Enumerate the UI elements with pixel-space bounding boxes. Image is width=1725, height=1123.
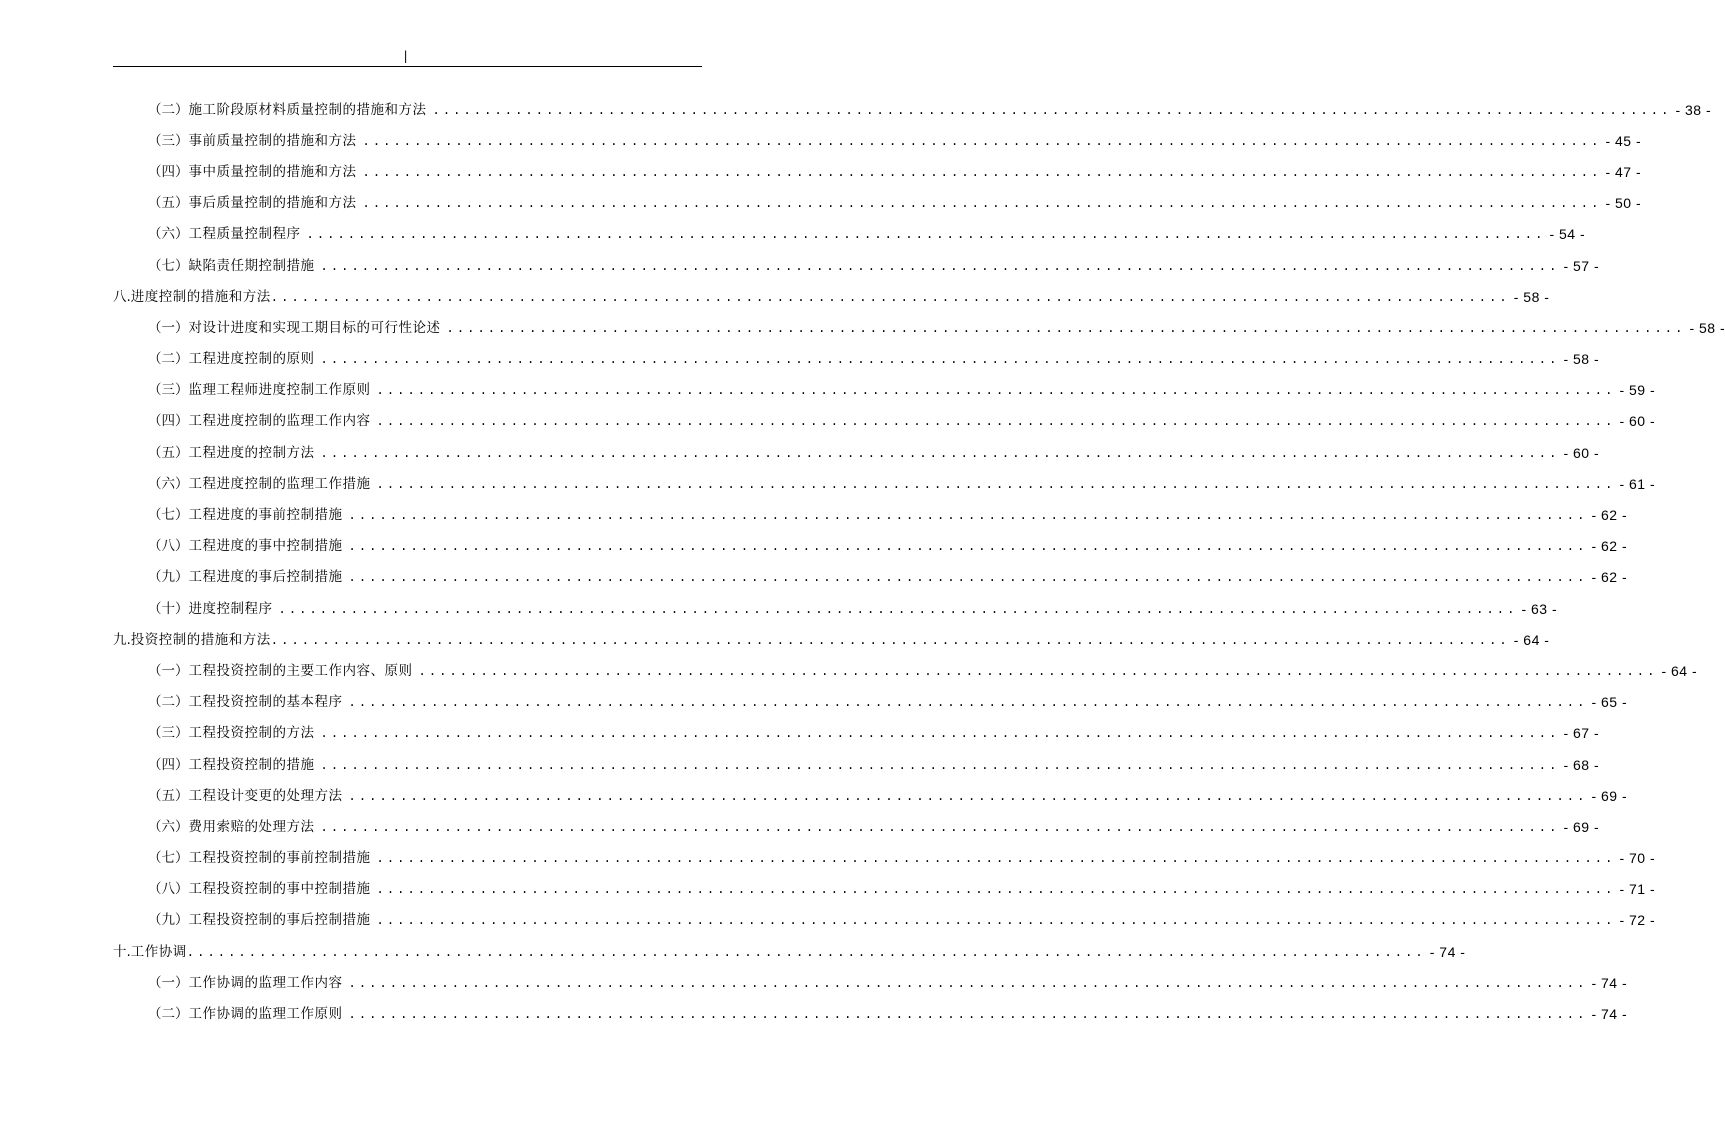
toc-subsection-entry[interactable]: [113, 499, 1628, 530]
toc-page-number: - 71 -: [1619, 881, 1656, 898]
toc-entry-number: （九）: [148, 912, 189, 929]
toc-page-number: - 67 -: [1563, 725, 1600, 742]
toc-entry-title: 施工阶段原材料质量控制的措施和方法: [188, 101, 427, 118]
toc-dot-leader: ........................................................................................................................: [348, 975, 1588, 990]
toc-entry-title: 工程进度控制的原则: [188, 351, 315, 368]
toc-dot-leader: ........................................................................................................................: [376, 851, 1616, 866]
toc-dot-leader: ........................................................................................................................: [348, 695, 1588, 710]
toc-entry-title: 事后质量控制的措施和方法: [188, 195, 357, 212]
toc-dot-leader: ........................................................................................................................: [270, 289, 1510, 304]
toc-subsection-entry[interactable]: [113, 344, 1600, 375]
toc-entry-title: 工程投资控制的方法: [188, 725, 315, 742]
toc-subsection-entry[interactable]: [113, 593, 1558, 624]
toc-dot-leader: ........................................................................................................................: [376, 913, 1616, 928]
toc-subsection-entry[interactable]: [113, 468, 1656, 499]
toc-subsection-entry[interactable]: [113, 967, 1628, 998]
toc-dot-leader: ........................................................................................................................: [348, 570, 1588, 585]
toc-page-number: - 69 -: [1591, 787, 1628, 804]
toc-subsection-entry[interactable]: [113, 874, 1656, 905]
toc-entry-title: 工程进度的控制方法: [188, 444, 315, 461]
toc-page-number: - 65 -: [1591, 694, 1628, 711]
toc-dot-leader: ........................................................................................................................: [376, 476, 1616, 491]
toc-page-number: - 60 -: [1619, 413, 1656, 430]
toc-subsection-entry[interactable]: [113, 749, 1600, 780]
toc-page-number: - 74 -: [1591, 1006, 1628, 1023]
toc-subsection-entry[interactable]: [113, 687, 1628, 718]
toc-page-number: - 54 -: [1549, 226, 1586, 243]
toc-entry-title: 工程进度的事中控制措施: [188, 538, 343, 555]
toc-entry-number: （八）: [148, 538, 189, 555]
toc-entry-number: （七）: [148, 850, 189, 867]
toc-page-number: - 57 -: [1563, 257, 1600, 274]
toc-page-number: - 74 -: [1591, 974, 1628, 991]
toc-dot-leader: ........................................................................................................................: [348, 1007, 1588, 1022]
toc-subsection-entry[interactable]: [113, 375, 1656, 406]
toc-entry-number: （四）: [148, 413, 189, 430]
toc-entry-number: （六）: [148, 475, 189, 492]
toc-entry-number: （三）: [148, 725, 189, 742]
toc-subsection-entry[interactable]: [113, 94, 1712, 125]
toc-dot-leader: ........................................................................................................................: [376, 882, 1616, 897]
toc-entry-number: （五）: [148, 787, 189, 804]
toc-entry-number: （八）: [148, 881, 189, 898]
toc-entry-title: 工程进度控制的监理工作措施: [188, 475, 371, 492]
toc-entry-title: 缺陷责任期控制措施: [188, 257, 315, 274]
toc-entry-title: 事前质量控制的措施和方法: [188, 132, 357, 149]
toc-entry-title: 工程投资控制的事后控制措施: [188, 912, 371, 929]
toc-page-number: - 62 -: [1591, 507, 1628, 524]
toc-page-number: - 47 -: [1605, 163, 1642, 180]
toc-page-number: - 64 -: [1513, 631, 1550, 648]
toc-subsection-entry[interactable]: [113, 125, 1642, 156]
toc-page-number: - 62 -: [1591, 538, 1628, 555]
toc-entry-number: （三）: [148, 132, 189, 149]
toc-subsection-entry[interactable]: [113, 312, 1725, 343]
toc-subsection-entry[interactable]: [113, 219, 1586, 250]
toc-entry-title: 工程投资控制的基本程序: [188, 694, 343, 711]
toc-page-number: - 61 -: [1619, 475, 1656, 492]
toc-dot-leader: ........................................................................................................................: [348, 539, 1588, 554]
toc-page-number: - 63 -: [1521, 600, 1558, 617]
toc-dot-leader: ........................................................................................................................: [320, 445, 1560, 460]
toc-page-number: - 58 -: [1513, 288, 1550, 305]
toc-entry-number: （七）: [148, 507, 189, 524]
toc-entry-number: （九）: [148, 569, 189, 586]
toc-entry-number: （六）: [148, 226, 189, 243]
toc-subsection-entry[interactable]: [113, 562, 1628, 593]
toc-subsection-entry[interactable]: [113, 250, 1600, 281]
toc-dot-leader: ........................................................................................................................: [376, 383, 1616, 398]
toc-dot-leader: ........................................................................................................................: [278, 601, 1518, 616]
toc-entry-number: （二）: [148, 1006, 189, 1023]
toc-entry-title: 工程投资控制的事前控制措施: [188, 850, 371, 867]
toc-entry-title: 费用索赔的处理方法: [188, 818, 315, 835]
toc-page-number: - 70 -: [1619, 850, 1656, 867]
toc-entry-number: （六）: [148, 818, 189, 835]
toc-dot-leader: ........................................................................................................................: [306, 227, 1546, 242]
toc-subsection-entry[interactable]: [113, 437, 1600, 468]
toc-dot-leader: ........................................................................................................................: [348, 508, 1588, 523]
toc-dot-leader: ........................................................................................................................: [320, 757, 1560, 772]
toc-entry-number: （五）: [148, 195, 189, 212]
toc-entry-title: 工程投资控制的事中控制措施: [188, 881, 371, 898]
toc-dot-leader: ........................................................................................................................: [418, 663, 1658, 678]
toc-entry-number: （四）: [148, 756, 189, 773]
toc-dot-leader: ........................................................................................................................: [376, 414, 1616, 429]
toc-dot-leader: ........................................................................................................................: [320, 258, 1560, 273]
toc-entry-number: （二）: [148, 694, 189, 711]
toc-page-number: - 62 -: [1591, 569, 1628, 586]
toc-dot-leader: ........................................................................................................................: [270, 632, 1510, 647]
toc-dot-leader: ........................................................................................................................: [348, 788, 1588, 803]
toc-entry-title: 工程进度控制的监理工作内容: [188, 413, 371, 430]
toc-page-number: - 59 -: [1619, 382, 1656, 399]
toc-section-entry[interactable]: [113, 281, 1550, 312]
toc-page-number: - 60 -: [1563, 444, 1600, 461]
toc-entry-number: （三）: [148, 382, 189, 399]
toc-dot-leader: ........................................................................................................................: [362, 164, 1602, 179]
toc-entry-number: （十）: [148, 600, 189, 617]
toc-entry-number: 九.: [113, 631, 131, 648]
toc-subsection-entry[interactable]: [113, 998, 1628, 1029]
toc-entry-title: 工作协调: [130, 943, 187, 960]
toc-subsection-entry[interactable]: [113, 843, 1656, 874]
toc-entry-title: 工程进度的事前控制措施: [188, 507, 343, 524]
toc-entry-number: （一）: [148, 974, 189, 991]
toc-page-number: - 68 -: [1563, 756, 1600, 773]
toc-dot-leader: ........................................................................................................................: [362, 133, 1602, 148]
toc-subsection-entry[interactable]: [113, 718, 1600, 749]
toc-entry-title: 监理工程师进度控制工作原则: [188, 382, 371, 399]
toc-subsection-entry[interactable]: [113, 811, 1600, 842]
toc-entry-number: 八.: [113, 288, 131, 305]
toc-entry-number: （七）: [148, 257, 189, 274]
toc-entry-title: 进度控制的措施和方法: [130, 288, 271, 305]
toc-entry-title: 投资控制的措施和方法: [130, 631, 271, 648]
toc-page-number: - 45 -: [1605, 132, 1642, 149]
toc-subsection-entry[interactable]: [113, 188, 1642, 219]
toc-entry-title: 进度控制程序: [188, 600, 273, 617]
toc-dot-leader: ........................................................................................................................: [432, 102, 1672, 117]
toc-entry-number: 十.: [113, 943, 131, 960]
toc-page-number: - 58 -: [1689, 319, 1725, 336]
toc-page-number: - 50 -: [1605, 195, 1642, 212]
toc-subsection-entry[interactable]: [113, 905, 1656, 936]
toc-subsection-entry[interactable]: [113, 406, 1656, 437]
toc-page-number: - 58 -: [1563, 351, 1600, 368]
toc-page-number: - 74 -: [1429, 943, 1466, 960]
table-of-contents: [113, 94, 1725, 1030]
toc-subsection-entry[interactable]: [113, 531, 1628, 562]
toc-entry-title: 工程投资控制的措施: [188, 756, 315, 773]
toc-dot-leader: ........................................................................................................................: [320, 819, 1560, 834]
toc-entry-number: （二）: [148, 351, 189, 368]
toc-entry-number: （四）: [148, 163, 189, 180]
toc-entry-title: 工程投资控制的主要工作内容、原则: [188, 662, 413, 679]
toc-entry-number: （一）: [148, 662, 189, 679]
toc-entry-title: 工程进度的事后控制措施: [188, 569, 343, 586]
toc-page-number: - 38 -: [1675, 101, 1712, 118]
toc-subsection-entry[interactable]: [113, 780, 1628, 811]
toc-entry-number: （五）: [148, 444, 189, 461]
toc-entry-title: 工作协调的监理工作原则: [188, 1006, 343, 1023]
toc-dot-leader: ........................................................................................................................: [446, 320, 1686, 335]
toc-dot-leader: ........................................................................................................................: [320, 726, 1560, 741]
toc-page-number: - 72 -: [1619, 912, 1656, 929]
toc-entry-title: 工作协调的监理工作内容: [188, 974, 343, 991]
header-rule: [113, 66, 702, 67]
toc-dot-leader: ........................................................................................................................: [186, 944, 1426, 959]
toc-page-number: - 69 -: [1563, 818, 1600, 835]
toc-entry-title: 工程质量控制程序: [188, 226, 301, 243]
toc-entry-title: 对设计进度和实现工期目标的可行性论述: [188, 319, 441, 336]
toc-entry-title: 事中质量控制的措施和方法: [188, 163, 357, 180]
toc-entry-number: （一）: [148, 319, 189, 336]
toc-dot-leader: ........................................................................................................................: [362, 196, 1602, 211]
toc-section-entry[interactable]: [113, 624, 1550, 655]
toc-entry-title: 工程设计变更的处理方法: [188, 787, 343, 804]
toc-dot-leader: ........................................................................................................................: [320, 352, 1560, 367]
toc-section-entry[interactable]: [113, 936, 1466, 967]
toc-subsection-entry[interactable]: [113, 655, 1698, 686]
header-mark: |: [402, 49, 410, 63]
toc-subsection-entry[interactable]: [113, 156, 1642, 187]
toc-entry-number: （二）: [148, 101, 189, 118]
toc-page-number: - 64 -: [1661, 662, 1698, 679]
